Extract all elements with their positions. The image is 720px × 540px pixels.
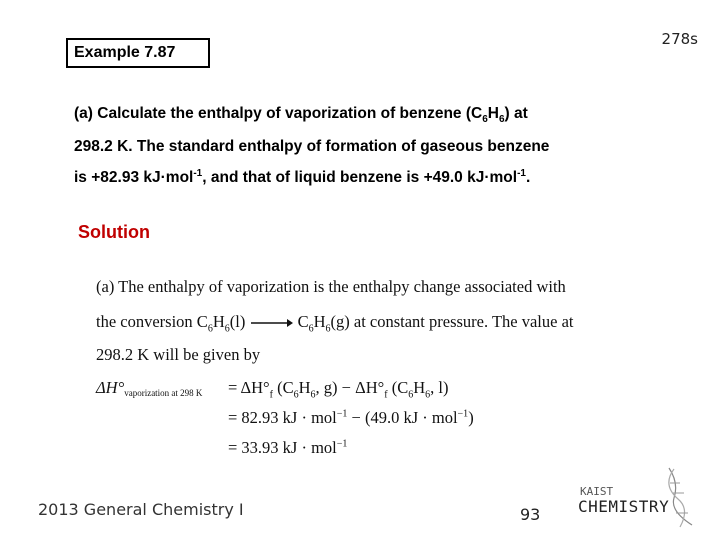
solution-line-2: the conversion $C_6H_6(l)$ $C_6H_6(g)$ at constant pressure. The value at [96,312,574,335]
problem-line-2: 298.2 K. The standard enthalpy of formation of gaseous benzene [74,138,550,156]
course-footer: 2013 General Chemistry I [38,500,244,519]
problem-line-1: (a) Calculate the enthalpy of vaporization of benzene $(C_6H_6)$ at [74,105,528,126]
equation-line-2: = 82.93 kJ · mol$^{-1}$ − (49.0 kJ · mol$^{-1}$) [228,408,474,427]
logo-kaist: KAIST [580,485,614,498]
example-label: Example 7.87 [66,38,210,68]
equation-line-3: = 33.93 kJ · mol$^{-1}$ [228,438,348,457]
equation-line-1: = $\Delta H^\circ_f$ ($C_6H_6$, $g) - \Delta H^\circ_f$ ($C_6H_6$, l) [228,378,449,401]
solution-heading: Solution [78,222,150,242]
kaist-chemistry-logo [574,463,704,533]
solution-line-3: 298.2 K will be given by [96,345,261,364]
problem-statement [74,100,674,191]
logo-chemistry: CHEMISTRY [578,497,670,516]
equation-lhs: ΔH°vaporization at 298 K [96,378,203,398]
problem-line-3: is +82.93 kJ·mol$^{-1}$, and that of liquid benzene is +49.0 kJ·mol$^{-1}$. [74,168,531,187]
solution-line-1: (a) The enthalpy of vaporization is the enthalpy change associated with [96,277,566,296]
page-number: 278s [661,30,698,48]
slide-number: 93 [520,505,541,524]
reaction-arrow-icon [249,317,293,329]
